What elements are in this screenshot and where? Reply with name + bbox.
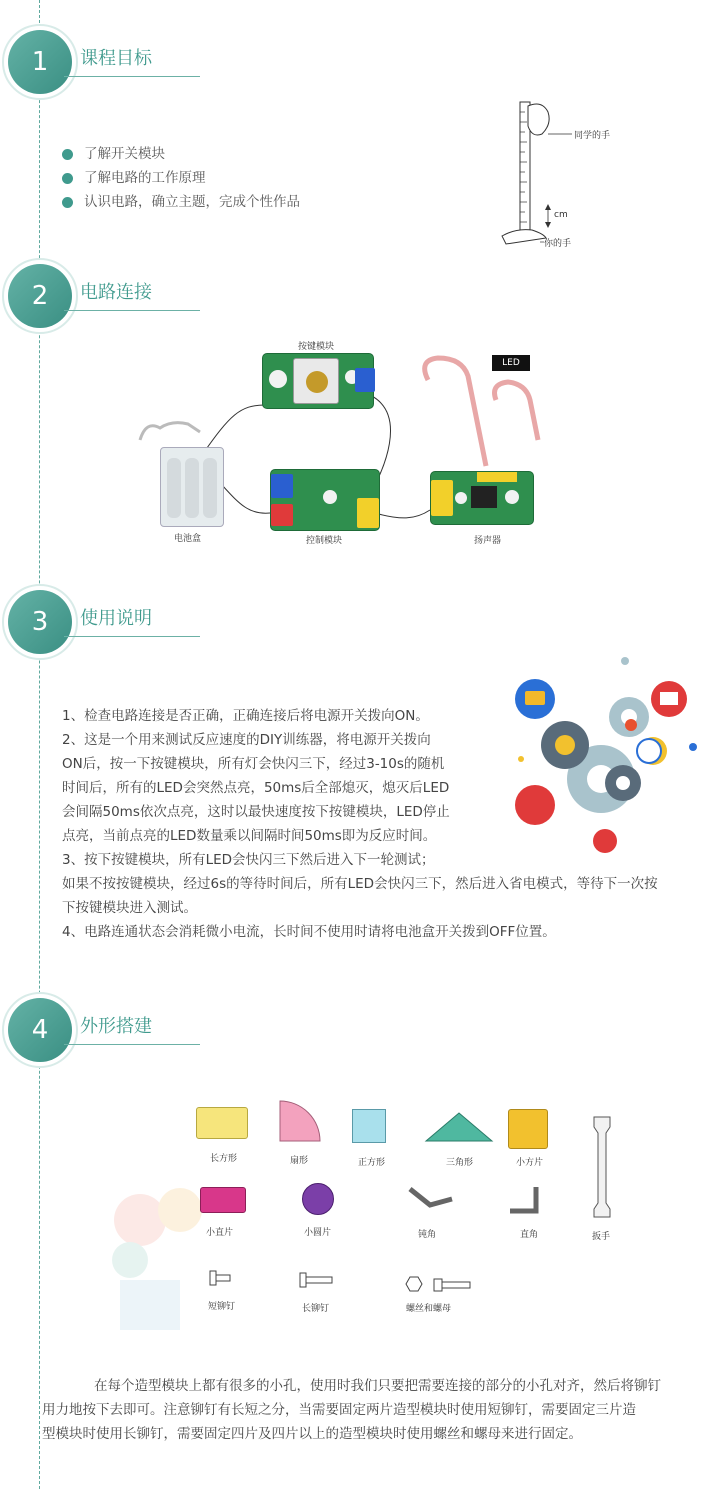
label-small-square: 小方片 xyxy=(516,1158,544,1168)
section-number: 4 xyxy=(8,998,72,1062)
control-module xyxy=(270,469,380,531)
label-classmate-hand: 同学的手 xyxy=(574,131,611,141)
shape-triangle xyxy=(424,1111,494,1143)
section-number: 1 xyxy=(8,30,72,94)
shape-small-square xyxy=(508,1109,548,1149)
section-title: 使用说明 xyxy=(80,608,152,629)
ruler-illustration xyxy=(494,96,624,256)
section-title: 电路连接 xyxy=(80,282,152,303)
timeline-dashed-line xyxy=(39,0,40,1489)
shape-long-rivet xyxy=(298,1269,336,1291)
instructions-block xyxy=(62,704,482,872)
shape-sector xyxy=(278,1099,322,1143)
shape-screw-nut xyxy=(402,1273,474,1295)
shapes-panel xyxy=(190,1095,630,1320)
label-rect: 长方形 xyxy=(210,1154,238,1164)
section-header-4 xyxy=(0,992,220,1072)
list-item: 了解电路的工作原理 xyxy=(62,166,300,190)
gears-illustration xyxy=(505,655,710,855)
shape-short-rivet xyxy=(208,1267,234,1289)
instruction-line: 4、电路连通状态会消耗微小电流，长时间不使用时请将电池盒开关拨到OFF位置。 xyxy=(62,924,556,940)
summary-paragraph xyxy=(42,1374,718,1446)
label-button-module: 按键模块 xyxy=(298,342,335,352)
section-title: 外形搭建 xyxy=(80,1016,152,1037)
circuit-diagram xyxy=(130,335,550,550)
battery-box xyxy=(160,447,224,527)
list-item: 认识电路，确立主题，完成个性作品 xyxy=(62,190,300,214)
shape-wrench xyxy=(590,1115,614,1219)
label-small-strip: 小直片 xyxy=(206,1228,234,1238)
objectives-list xyxy=(62,142,300,214)
label-small-disc: 小圆片 xyxy=(304,1228,332,1238)
label-wrench: 扳手 xyxy=(592,1232,611,1242)
section-title: 课程目标 xyxy=(80,48,152,69)
shape-rect xyxy=(196,1107,248,1139)
label-square: 正方形 xyxy=(358,1158,386,1168)
label-sector: 扇形 xyxy=(290,1156,309,1166)
section-number: 3 xyxy=(8,590,72,654)
section-header-1 xyxy=(0,24,220,104)
instruction-line: 如果不按按键模块，经过6s的等待时间后，所有LED会快闪三下，然后进入省电模式，等待下一次按 xyxy=(62,876,658,892)
instruction-line: 3、按下按键模块，所有LED会快闪三下然后进入下一轮测试； xyxy=(62,852,435,868)
label-led: LED xyxy=(502,358,520,368)
label-obtuse: 钝角 xyxy=(418,1230,437,1240)
instruction-line: 点亮，当前点亮的LED数量乘以间隔时间50ms即为反应时间。 xyxy=(62,828,437,844)
instruction-line: 时间后，所有的LED会突然点亮，50ms后全部熄灭，熄灭后LED xyxy=(62,780,450,796)
shape-small-strip xyxy=(200,1187,246,1213)
label-short-rivet: 短铆钉 xyxy=(208,1302,236,1312)
shape-square xyxy=(352,1109,386,1143)
instructions-block-wide xyxy=(62,872,722,944)
summary-line: 型模块时使用长铆钉，需要固定四片及四片以上的造型模块时使用螺丝和螺母来进行固定。 xyxy=(42,1426,582,1442)
label-screw-nut: 螺丝和螺母 xyxy=(406,1304,452,1314)
label-your-hand: 你的手 xyxy=(544,239,572,249)
summary-line: 用力地按下去即可。注意铆钉有长短之分，当需要固定两片造型模块时使用短铆钉，需要固定三片造 xyxy=(42,1402,636,1418)
label-battery-box: 电池盒 xyxy=(174,534,202,544)
speaker-module xyxy=(430,471,534,525)
instruction-line: 1、检查电路连接是否正确，正确连接后将电源开关拨向ON。 xyxy=(62,708,429,724)
section-header-3 xyxy=(0,584,220,664)
button-module xyxy=(262,353,374,409)
list-item: 了解开关模块 xyxy=(62,142,300,166)
instruction-line: 2、这是一个用来测试反应速度的DIY训练器，将电源开关拨向 xyxy=(62,732,431,748)
label-right-angle: 直角 xyxy=(520,1230,539,1240)
shape-small-disc xyxy=(302,1183,334,1215)
summary-line: 在每个造型模块上都有很多的小孔，使用时我们只要把需要连接的部分的小孔对齐，然后将铆钉 xyxy=(94,1378,661,1394)
label-speaker: 扬声器 xyxy=(474,536,502,546)
instruction-line: ON后，按一下按键模块，所有灯会快闪三下，经过3-10s的随机 xyxy=(62,756,445,772)
label-long-rivet: 长铆钉 xyxy=(302,1304,330,1314)
instruction-line: 会间隔50ms依次点亮，这时以最快速度按下按键模块，LED停止 xyxy=(62,804,450,820)
led-tag xyxy=(492,355,530,371)
instruction-line: 下按键模块进入测试。 xyxy=(62,900,197,916)
shape-obtuse xyxy=(406,1185,456,1215)
shape-right-angle xyxy=(506,1183,552,1217)
section-number: 2 xyxy=(8,264,72,328)
section-header-2 xyxy=(0,258,220,338)
label-triangle: 三角形 xyxy=(446,1158,474,1168)
label-control-module: 控制模块 xyxy=(306,536,343,546)
label-cm: cm xyxy=(554,210,568,220)
